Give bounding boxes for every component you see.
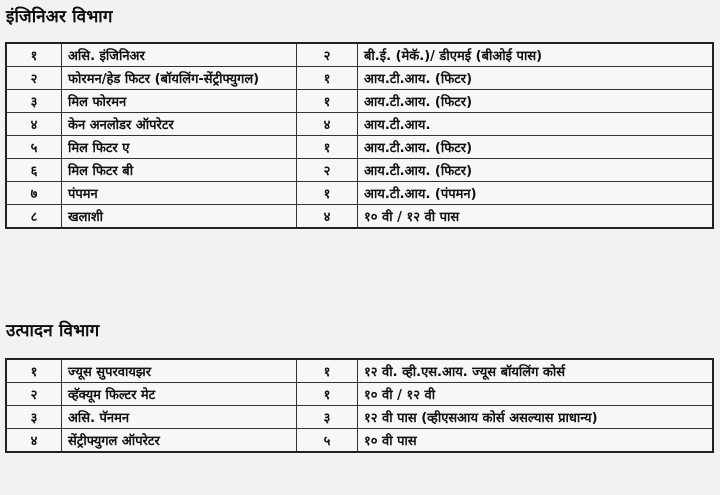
row-number: ३: [6, 406, 62, 429]
table-row: [6, 205, 713, 229]
qualification: १० वी / १२ वी पास: [358, 205, 714, 229]
post-name: ज्यूस सुपरवायझर: [62, 359, 297, 383]
post-count: १: [297, 359, 358, 383]
post-count: ५: [297, 429, 358, 453]
engineering-table: [5, 42, 714, 229]
table-row: [6, 113, 713, 136]
post-count: ४: [297, 113, 358, 136]
post-count: ४: [297, 205, 358, 229]
post-count: २: [297, 159, 358, 182]
qualification: आय.टी.आय. (फिटर): [358, 159, 714, 182]
table-row: [6, 159, 713, 182]
qualification: आय.टी.आय. (पंपमन): [358, 182, 714, 205]
row-number: ६: [6, 159, 62, 182]
table-row: [6, 406, 713, 429]
post-name: पंपमन: [62, 182, 297, 205]
row-number: १: [6, 359, 62, 383]
qualification: १२ वी पास (व्हीएसआय कोर्स असल्यास प्राधान्य): [358, 406, 714, 429]
table-row: [6, 90, 713, 113]
post-name: असि. पॅनमन: [62, 406, 297, 429]
post-name: मिल फिटर बी: [62, 159, 297, 182]
qualification: आय.टी.आय.: [358, 113, 714, 136]
qualification: १० वी पास: [358, 429, 714, 453]
post-count: १: [297, 90, 358, 113]
post-count: १: [297, 67, 358, 90]
row-number: ८: [6, 205, 62, 229]
post-count: २: [297, 43, 358, 67]
post-name: व्हॅक्यूम फिल्टर मेट: [62, 383, 297, 406]
row-number: २: [6, 383, 62, 406]
table-row: [6, 67, 713, 90]
post-name: खलाशी: [62, 205, 297, 229]
post-name: असि. इंजिनिअर: [62, 43, 297, 67]
table-row: [6, 383, 713, 406]
table-row: [6, 182, 713, 205]
post-name: मिल फोरमन: [62, 90, 297, 113]
table-row: [6, 43, 713, 67]
row-number: १: [6, 43, 62, 67]
post-count: १: [297, 383, 358, 406]
qualification: आय.टी.आय. (फिटर): [358, 90, 714, 113]
qualification: १२ वी. व्ही.एस.आय. ज्यूस बॉयलिंग कोर्स: [358, 359, 714, 383]
section-title-engineering: इंजिनिअर विभाग: [6, 7, 113, 27]
row-number: ५: [6, 136, 62, 159]
post-count: ३: [297, 406, 358, 429]
row-number: ४: [6, 113, 62, 136]
post-name: केन अनलोडर ऑपरेटर: [62, 113, 297, 136]
production-table: [5, 358, 714, 453]
row-number: ३: [6, 90, 62, 113]
qualification: आय.टी.आय. (फिटर): [358, 136, 714, 159]
table-row: [6, 136, 713, 159]
table-row: [6, 429, 713, 453]
post-name: फोरमन/हेड फिटर (बॉयलिंग-सेंट्रीफ्युगल): [62, 67, 297, 90]
post-name: मिल फिटर ए: [62, 136, 297, 159]
qualification: बी.ई. (मेकॅ.)/ डीएमई (बीओई पास): [358, 43, 714, 67]
row-number: ४: [6, 429, 62, 453]
row-number: २: [6, 67, 62, 90]
post-name: सेंट्रीफ्युगल ऑपरेटर: [62, 429, 297, 453]
qualification: आय.टी.आय. (फिटर): [358, 67, 714, 90]
section-title-production: उत्पादन विभाग: [6, 321, 100, 341]
post-count: १: [297, 182, 358, 205]
post-count: १: [297, 136, 358, 159]
qualification: १० वी / १२ वी: [358, 383, 714, 406]
row-number: ७: [6, 182, 62, 205]
table-row: [6, 359, 713, 383]
